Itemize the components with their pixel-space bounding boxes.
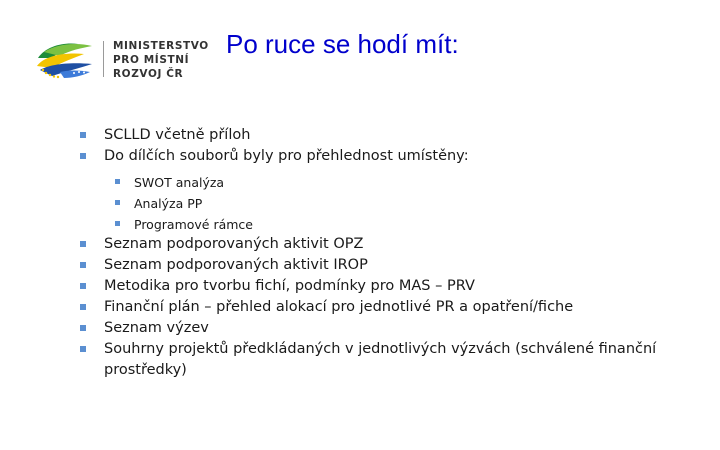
list-item [80,276,680,297]
sublist-item-text: Analýza PP [134,196,203,211]
logo-line: PRO MÍSTNÍ [113,54,190,66]
ministry-logo [34,38,214,82]
sublist-item [113,172,513,193]
square-bullet-icon [115,221,120,226]
square-bullet-icon [80,132,86,138]
bullet-list-top [80,125,680,167]
square-bullet-icon [80,346,86,352]
slide-title: Po ruce se hodí mít: [226,29,459,59]
square-bullet-icon [80,304,86,310]
logo-line: ROZVOJ ČR [113,68,184,80]
square-bullet-icon [80,262,86,268]
logo-line: MINISTERSTVO [113,40,209,52]
list-item [80,234,680,255]
list-item-text: Seznam výzev [104,320,209,336]
logo-text [113,39,209,81]
sublist-item-text: SWOT analýza [134,175,225,190]
list-item [80,255,680,276]
logo-divider [103,41,104,77]
sublist-item [113,193,513,214]
list-item [80,146,680,167]
square-bullet-icon [80,153,86,159]
list-item-text: Seznam podporovaných aktivit IROP [104,257,368,273]
list-item-text: Metodika pro tvorbu fichí, podmínky pro MAS – PRV [104,278,475,294]
list-item-text: SCLLD včetně příloh [104,127,251,143]
bullet-sublist [113,172,513,235]
square-bullet-icon [80,325,86,331]
square-bullet-icon [115,200,120,205]
list-item [80,125,680,146]
list-item-text: Finanční plán – přehled alokací pro jednotlivé PR a opatření/fiche [104,299,574,315]
list-item [80,339,680,381]
bullet-list-bottom [80,234,680,381]
list-item [80,297,680,318]
list-item-text: Seznam podporovaných aktivit OPZ [104,236,364,252]
list-item-text: Souhrny projektů předkládaných v jednotlivých výzvách (schválené finanční prostředky) [104,341,657,378]
sublist-item [113,214,513,235]
square-bullet-icon [115,179,120,184]
square-bullet-icon [80,283,86,289]
ministry-emblem-icon [34,38,98,80]
list-item-text: Do dílčích souborů byly pro přehlednost umístěny: [104,148,469,164]
list-item [80,318,680,339]
sublist-item-text: Programové rámce [134,217,253,232]
square-bullet-icon [80,241,86,247]
